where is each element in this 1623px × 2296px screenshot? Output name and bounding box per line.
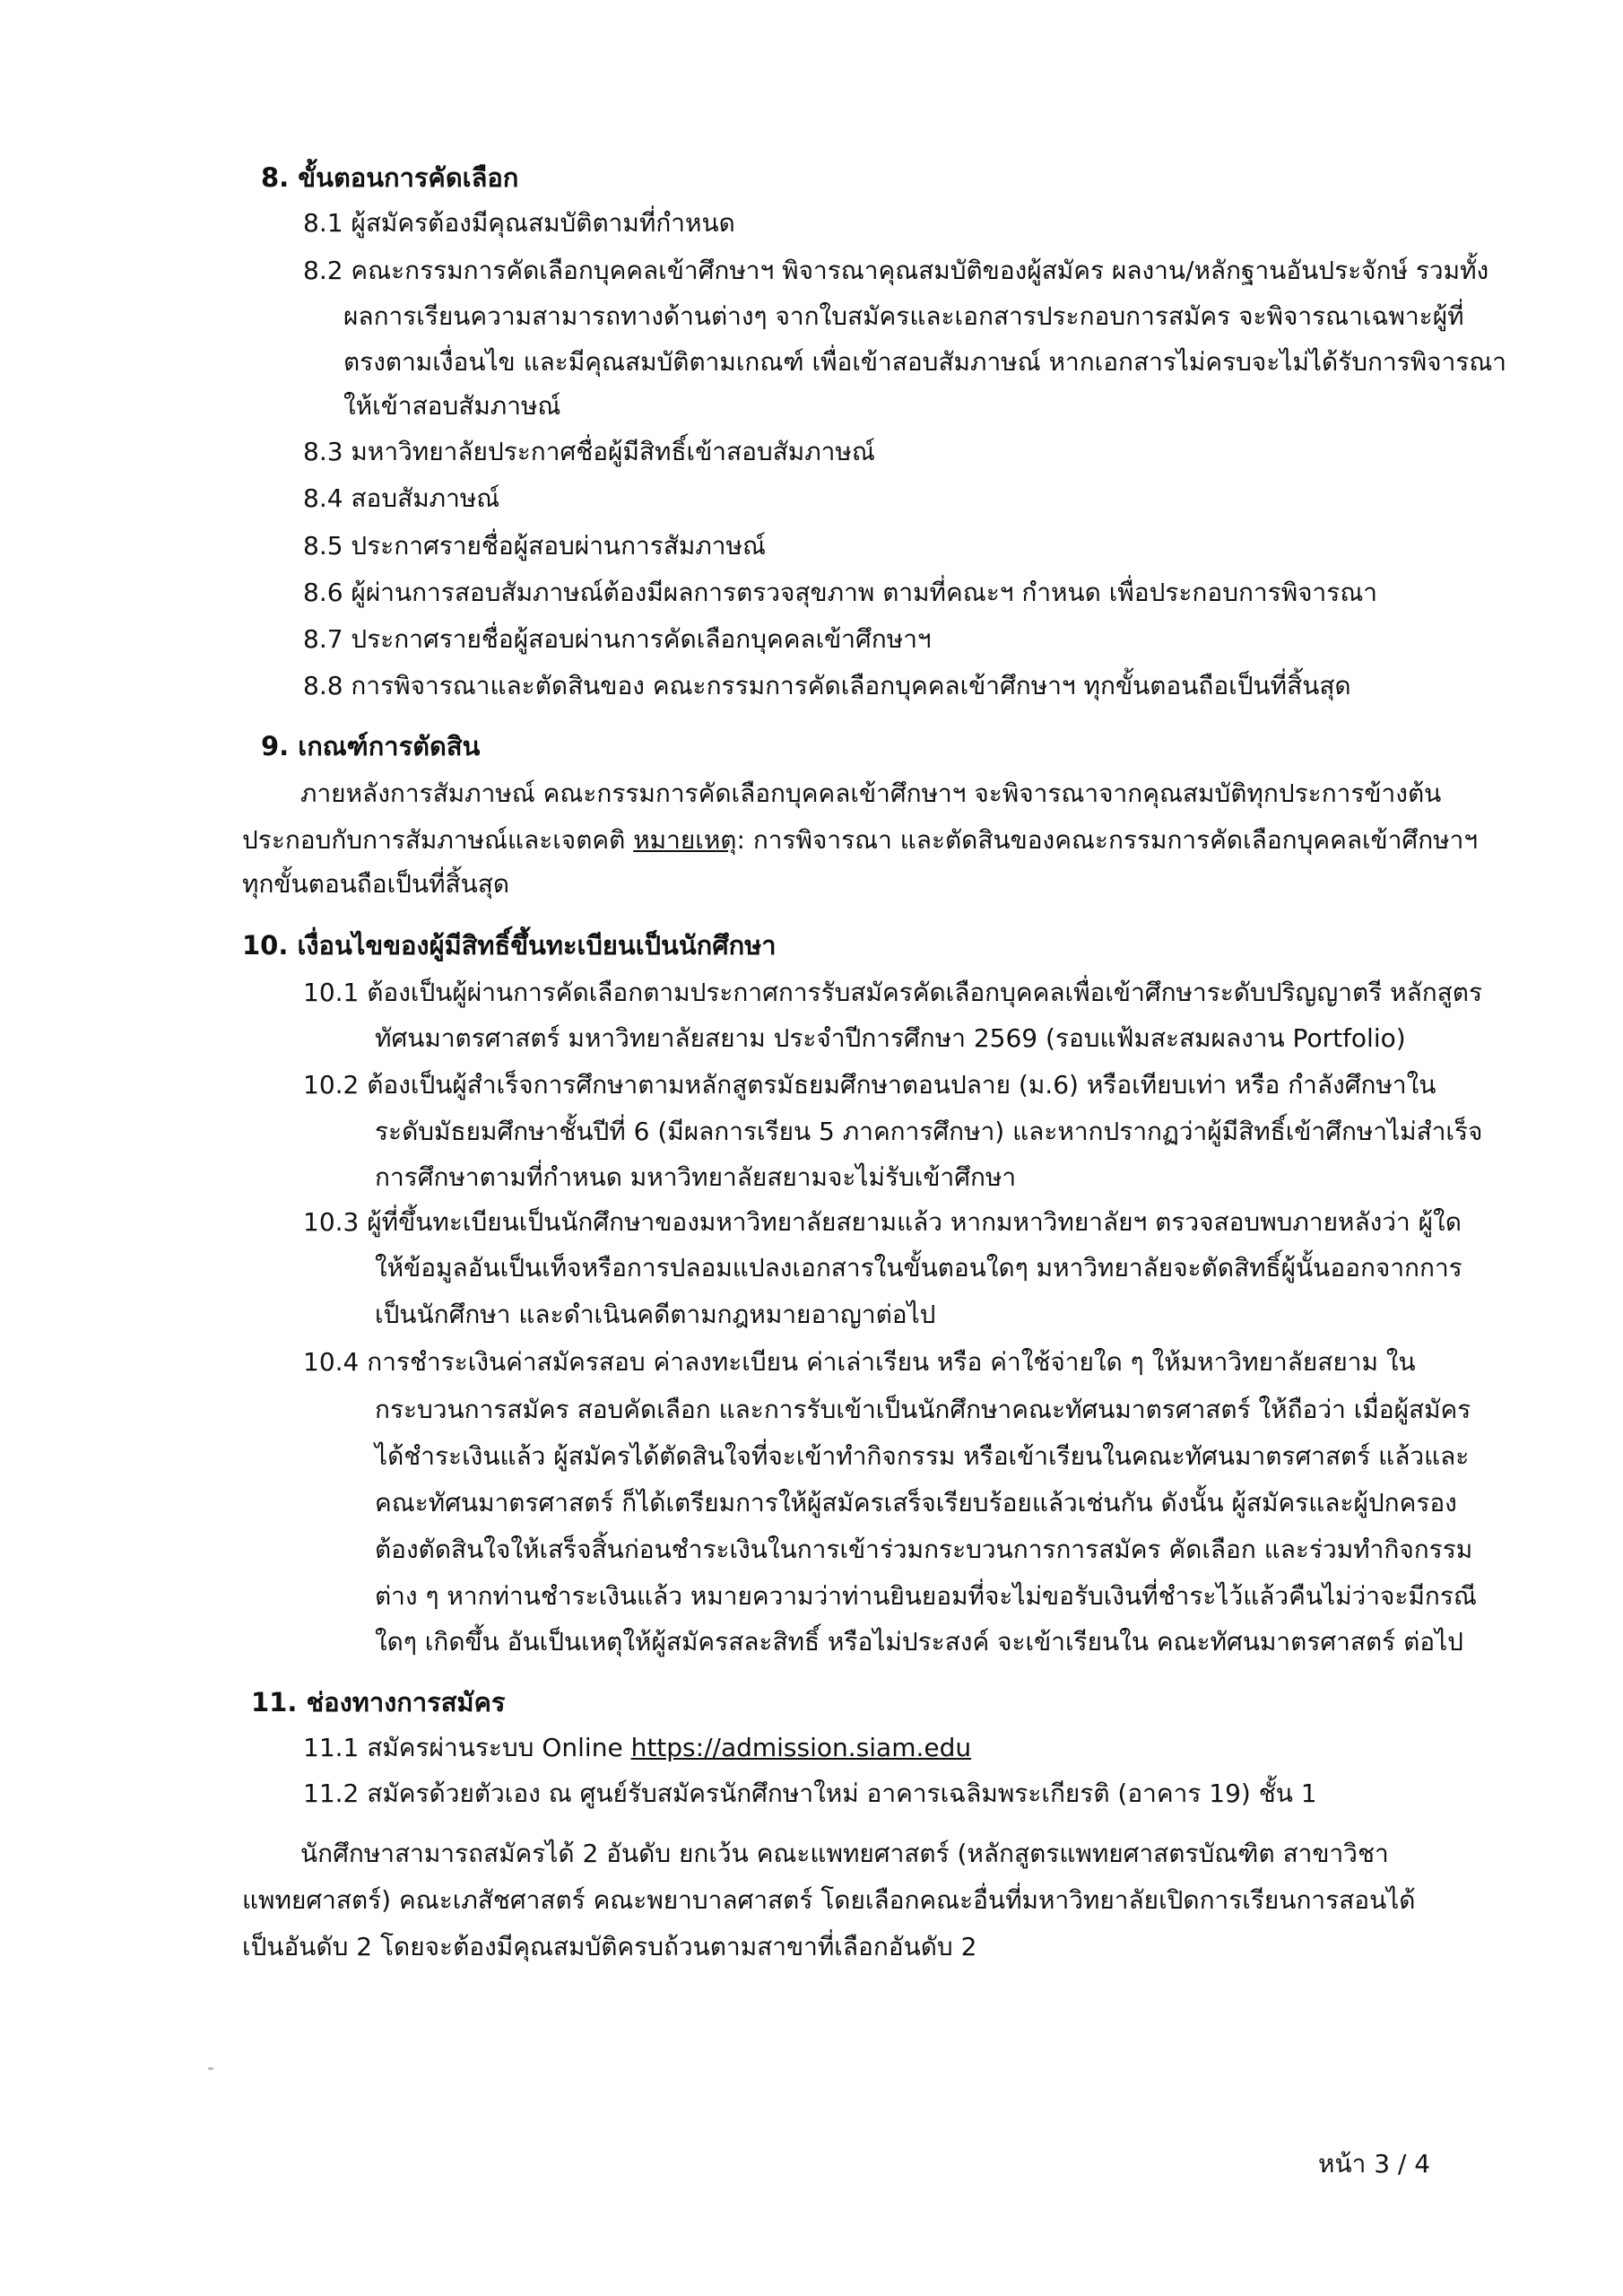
scan-speck [208,2067,213,2070]
section-10-item-2-line-2: ระดับมัธยมศึกษาชั้นปีที่ 6 (มีผลการเรียน 5 ภาคการศึกษา) และหากปรากฏว่าผู้มีสิทธิ์เข้าศึกษาไม่สำเร็จ [375,1117,1483,1146]
section-10-item-4-line-1: 10.4 การชำระเงินค่าสมัครสอบ ค่าลงทะเบียน ค่าเล่าเรียน หรือ ค่าใช้จ่ายใด ๆ ให้มหาวิทยาลัยสยาม ใน [303,1347,1416,1377]
section-10-item-2-line-3: การศึกษาตามที่กำหนด มหาวิทยาลัยสยามจะไม่รับเข้าศึกษา [375,1162,1017,1192]
section-9-line-2-text-b: : การพิจารณา และตัดสินของคณะกรรมการคัดเลือกบุคคลเข้าศึกษาฯ [736,825,1479,855]
section-10-item-4-line-3: ได้ชำระเงินแล้ว ผู้สมัครได้ตัดสินใจที่จะเข้าทำกิจกรรม หรือเข้าเรียนในคณะทัศนมาตรศาสตร์ แล้วและ [375,1441,1470,1471]
section-11-paragraph-line-1: นักศึกษาสามารถสมัครได้ 2 อันดับ ยกเว้น คณะแพทยศาสตร์ (หลักสูตรแพทยศาสตรบัณฑิต สาขาวิชา [300,1839,1389,1868]
section-8-item-5: 8.5 ประกาศรายชื่อผู้สอบผ่านการสัมภาษณ์ [303,531,766,561]
section-9-line-2 [242,822,1478,858]
section-10-item-4-line-4: คณะทัศนมาตรศาสตร์ ก็ได้เตรียมการให้ผู้สมัครเสร็จเรียบร้อยแล้วเช่นกัน ดังนั้น ผู้สมัครและผู้ปกครอง [375,1488,1457,1518]
section-11-item-2: 11.2 สมัครด้วยตัวเอง ณ ศูนย์รับสมัครนักศึกษาใหม่ อาคารเฉลิมพระเกียรติ (อาคาร 19) ชั้น 1 [303,1779,1317,1808]
section-10-item-3-line-2: ให้ข้อมูลอันเป็นเท็จหรือการปลอมแปลงเอกสารในขั้นตอนใดๆ มหาวิทยาลัยจะตัดสิทธิ์ผู้นั้นออกจากการ [375,1253,1462,1283]
section-9-line-1: ภายหลังการสัมภาษณ์ คณะกรรมการคัดเลือกบุคคลเข้าศึกษาฯ จะพิจารณาจากคุณสมบัติทุกประการข้างต้น [300,778,1442,808]
section-8-item-4: 8.4 สอบสัมภาษณ์ [303,483,500,513]
section-10-item-3-line-1: 10.3 ผู้ที่ขึ้นทะเบียนเป็นนักศึกษาของมหาวิทยาลัยสยามแล้ว หากมหาวิทยาลัยฯ ตรวจสอบพบภายหลังว่า ผู้ใด [303,1207,1462,1237]
section-8-item-3: 8.3 มหาวิทยาลัยประกาศชื่อผู้มีสิทธิ์เข้าสอบสัมภาษณ์ [303,437,875,466]
section-8-item-1: 8.1 ผู้สมัครต้องมีคุณสมบัติตามที่กำหนด [303,208,735,238]
section-10-item-4-line-7: ใดๆ เกิดขึ้น อันเป็นเหตุให้ผู้สมัครสละสิทธิ์ หรือไม่ประสงค์ จะเข้าเรียนใน คณะทัศนมาตรศาสตร์ ต่อไป [375,1627,1463,1657]
online-application-label: 11.1 สมัครผ่านระบบ Online [303,1733,631,1762]
section-11-paragraph-line-3: เป็นอันดับ 2 โดยจะต้องมีคุณสมบัติครบถ้วนตามสาขาที่เลือกอันดับ 2 [242,1932,977,1961]
section-11-paragraph-line-2: แพทยศาสตร์) คณะเภสัชศาสตร์ คณะพยาบาลศาสตร์ โดยเลือกคณะอื่นที่มหาวิทยาลัยเปิดการเรียนการสอนได้ [242,1885,1416,1915]
section-10-heading: 10. เงื่อนไขของผู้มีสิทธิ์ขึ้นทะเบียนเป็นนักศึกษา [242,930,777,961]
section-8-item-8: 8.8 การพิจารณาและตัดสินของ คณะกรรมการคัดเลือกบุคคลเข้าศึกษาฯ ทุกขั้นตอนถือเป็นที่สิ้นสุด [303,671,1351,700]
section-10-item-1-line-1: 10.1 ต้องเป็นผู้ผ่านการคัดเลือกตามประกาศการรับสมัครคัดเลือกบุคคลเพื่อเข้าศึกษาระดับปริญญาตรี หลักสูตร [303,978,1482,1007]
section-8-item-2-line-4: ให้เข้าสอบสัมภาษณ์ [343,391,561,421]
section-11-heading: 11. ช่องทางการสมัคร [251,1687,506,1718]
section-10-item-4-line-2: กระบวนการสมัคร สอบคัดเลือก และการรับเข้าเป็นนักศึกษาคณะทัศนมาตรศาสตร์ ให้ถือว่า เมื่อผู้สมัคร [375,1395,1471,1424]
section-10-item-2-line-1: 10.2 ต้องเป็นผู้สำเร็จการศึกษาตามหลักสูตรมัธยมศึกษาตอนปลาย (ม.6) หรือเทียบเท่า หรือ กำลังศึกษาใน [303,1070,1436,1100]
section-8-item-6: 8.6 ผู้ผ่านการสอบสัมภาษณ์ต้องมีผลการตรวจสุขภาพ ตามที่คณะฯ กำหนด เพื่อประกอบการพิจารณา [303,578,1378,607]
page-number: หน้า 3 / 4 [1318,2149,1431,2179]
section-8-item-2-line-1: 8.2 คณะกรรมการคัดเลือกบุคคลเข้าศึกษาฯ พิจารณาคุณสมบัติของผู้สมัคร ผลงาน/หลักฐานอันประจักษ์ รวมทั้ง [303,256,1489,285]
section-9-line-2-text-a: ประกอบกับการสัมภาษณ์และเจตคติ [242,825,634,855]
section-8-item-7: 8.7 ประกาศรายชื่อผู้สอบผ่านการคัดเลือกบุคคลเข้าศึกษาฯ [303,624,932,654]
section-8-item-2-line-2: ผลการเรียนความสามารถทางด้านต่างๆ จากใบสมัครและเอกสารประกอบการสมัคร จะพิจารณาเฉพาะผู้ที่ [343,301,1464,331]
section-10-item-4-line-6: ต่าง ๆ หากท่านชำระเงินแล้ว หมายความว่าท่านยินยอมที่จะไม่ขอรับเงินที่ชำระไว้แล้วคืนไม่ว่าจะมีกรณี [375,1581,1477,1611]
section-8-heading: 8. ขั้นตอนการคัดเลือก [261,162,519,193]
admission-link[interactable]: https://admission.siam.edu [630,1733,972,1762]
section-9-heading: 9. เกณฑ์การตัดสิน [261,731,481,761]
remark-label: หมายเหตุ [633,825,737,855]
section-10-item-3-line-3: เป็นนักศึกษา และดำเนินคดีตามกฎหมายอาญาต่อไป [375,1300,936,1329]
section-8-item-2-line-3: ตรงตามเงื่อนไข และมีคุณสมบัติตามเกณฑ์ เพื่อเข้าสอบสัมภาษณ์ หากเอกสารไม่ครบจะไม่ได้รับการพิจารณา [343,347,1507,377]
section-11-item-1 [303,1730,971,1766]
section-9-line-3: ทุกขั้นตอนถือเป็นที่สิ้นสุด [242,869,510,899]
section-10-item-1-line-2: ทัศนมาตรศาสตร์ มหาวิทยาลัยสยาม ประจำปีการศึกษา 2569 (รอบแฟ้มสะสมผลงาน Portfolio) [375,1023,1406,1053]
section-10-item-4-line-5: ต้องตัดสินใจให้เสร็จสิ้นก่อนชำระเงินในการเข้าร่วมกระบวนการการสมัคร คัดเลือก และร่วมทำกิจกรรม [375,1535,1473,1564]
